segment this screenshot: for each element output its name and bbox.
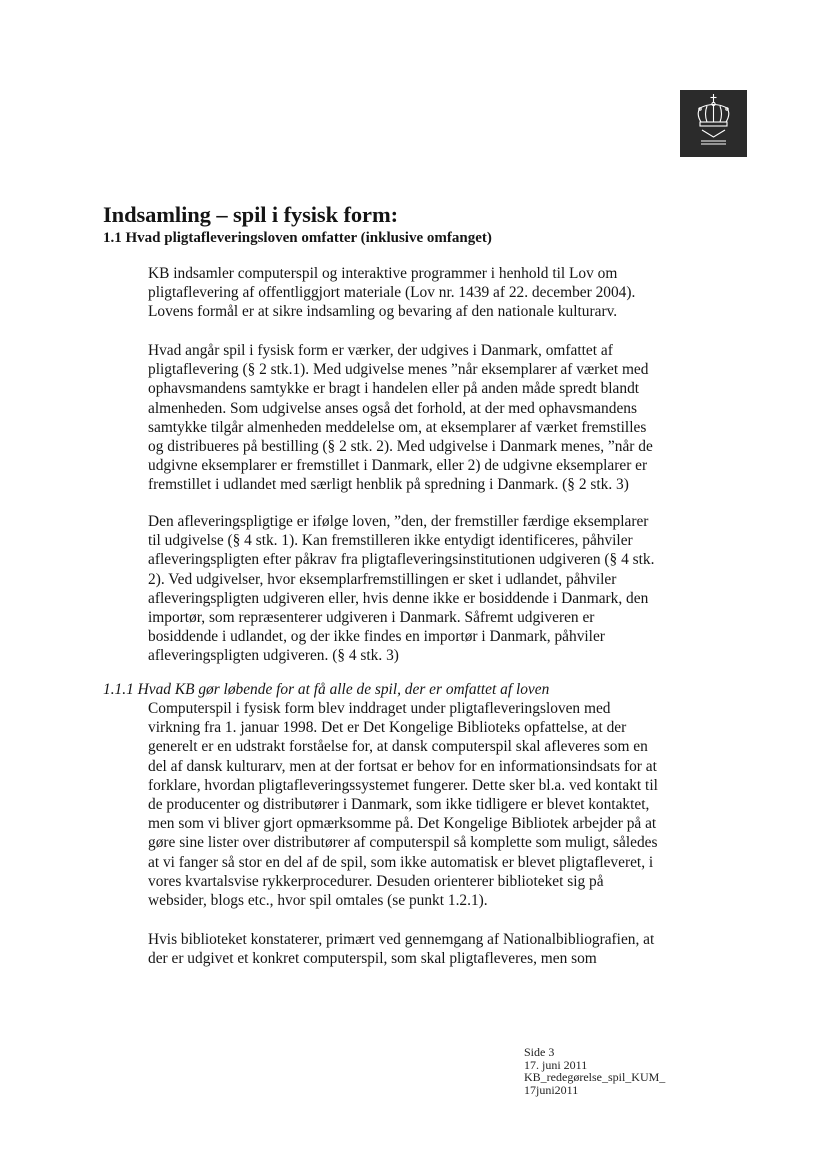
royal-crown-logo: [680, 90, 747, 157]
text-line: de producenter og distributører i Danmark, som ikke tidligere er blevet kontaktet,: [148, 796, 650, 814]
text-line: 2). Ved udgivelser, hvor eksemplarfremstillingen er sket i udlandet, påhviler: [148, 570, 617, 588]
text-line: generelt er en udstrakt forståelse for, at dansk computerspil skal afleveres som en: [148, 738, 648, 756]
text-line: afleveringspligten udgiveren. (§ 4 stk. 3): [148, 647, 399, 665]
paragraph-3: [148, 512, 654, 666]
crown-icon: [680, 90, 747, 157]
text-line: Lovens formål er at sikre indsamling og bevaring af den nationale kulturarv.: [148, 303, 618, 321]
footer-filename: KB_redegørelse_spil_KUM_: [524, 1070, 666, 1084]
text-line: forklare, hvordan pligtafleveringssystemet fungerer. Dette sker bl.a. ved kontakt til: [148, 776, 658, 794]
paragraph-4: [148, 699, 658, 910]
text-line: Hvis biblioteket konstaterer, primært ved gennemgang af Nationalbibliografien, at: [148, 931, 655, 948]
text-line: fremstillet i udlandet med særligt henblik på spredning i Danmark. (§ 2 stk. 3): [148, 476, 629, 494]
text-line: der er udgivet et konkret computerspil, som skal pligtafleveres, men som: [148, 950, 597, 968]
text-line: pligtaflevering af offentliggjort materiale (Lov nr. 1439 af 22. december 2004).: [148, 284, 636, 302]
text-line: pligtaflevering (§ 2 stk.1). Med udgivelse menes ”når eksemplarer af værket med: [148, 361, 649, 379]
text-line: og distribueres på bestilling (§ 2 stk. 2). Med udgivelse i Danmark menes, ”når de: [148, 438, 653, 456]
text-line: websider, blogs etc., hvor spil omtales (se punkt 1.2.1).: [148, 892, 488, 910]
footer-date: 17. juni 2011: [524, 1057, 588, 1072]
section-heading: 1.1 Hvad pligtafleveringsloven omfatter (inklusive omfanget): [103, 230, 492, 246]
paragraph-1: [148, 264, 635, 322]
text-line: samtykke tilgår almenheden meddelelse om, at eksemplarer af værket fremstilles: [148, 418, 647, 436]
text-line: del af dansk kulturarv, men at der fortsat er behov for en informationsindsats for at: [148, 757, 657, 775]
text-line: virkning fra 1. januar 1998. Det er Det Kongelige Biblioteks opfattelse, at der: [148, 719, 627, 737]
text-line: vores kvartalsvise rykkerprocedurer. Desuden orienterer biblioteket sig på: [148, 872, 604, 890]
page-footer: [524, 1046, 665, 1096]
subsection-heading: 1.1.1 Hvad KB gør løbende for at få alle de spil, der er omfattet af loven: [103, 681, 550, 698]
text-line: gøre sine lister over distributører af computerspil så komplette som muligt, således: [148, 834, 658, 852]
text-line: importør, som repræsenterer udgiveren i Danmark. Såfremt udgiveren er: [148, 609, 595, 627]
text-line: bosiddende i udlandet, og der ikke findes en importør i Danmark, påhviler: [148, 628, 605, 646]
text-line: til udgivelse (§ 4 stk. 1). Kan fremstilleren ikke entydigt identificeres, påhviler: [148, 532, 633, 550]
footer-filename-cont: 17juni2011: [524, 1082, 579, 1097]
text-line: Hvad angår spil i fysisk form er værker, der udgives i Danmark, omfattet af: [148, 342, 613, 359]
text-line: afleveringspligten udgiveren eller, hvis denne ikke er bosiddende i Danmark, den: [148, 589, 649, 607]
page-number: Side 3: [524, 1045, 555, 1059]
text-line: KB indsamler computerspil og interaktive programmer i henhold til Lov om: [148, 265, 618, 282]
text-line: udgivne eksemplarer er fremstillet i Danmark, eller 2) de udgivne eksemplarer er: [148, 457, 648, 475]
page-heading: Indsamling – spil i fysisk form:: [103, 202, 398, 227]
text-line: Den afleveringspligtige er ifølge loven, ”den, der fremstiller færdige eksemplarer: [148, 513, 649, 530]
paragraph-2: [148, 341, 653, 495]
text-line: men som vi bliver gjort opmærksomme på. Det Kongelige Bibliotek arbejder på at: [148, 815, 657, 833]
text-line: afleveringspligten efter påkrav fra pligtafleveringsinstitutionen udgiveren (§ 4 stk.: [148, 551, 655, 569]
text-line: at vi fanger så stor en del af de spil, som ikke automatisk er blevet pligtafleveret, i: [148, 853, 654, 871]
text-line: ophavsmandens samtykke er bragt i handelen eller på anden måde spredt blandt: [148, 380, 640, 398]
text-line: Computerspil i fysisk form blev inddraget under pligtafleveringsloven med: [148, 700, 611, 717]
text-line: almenheden. Som udgivelse anses også det forhold, at der med ophavsmandens: [148, 399, 637, 417]
paragraph-5: [148, 930, 654, 968]
